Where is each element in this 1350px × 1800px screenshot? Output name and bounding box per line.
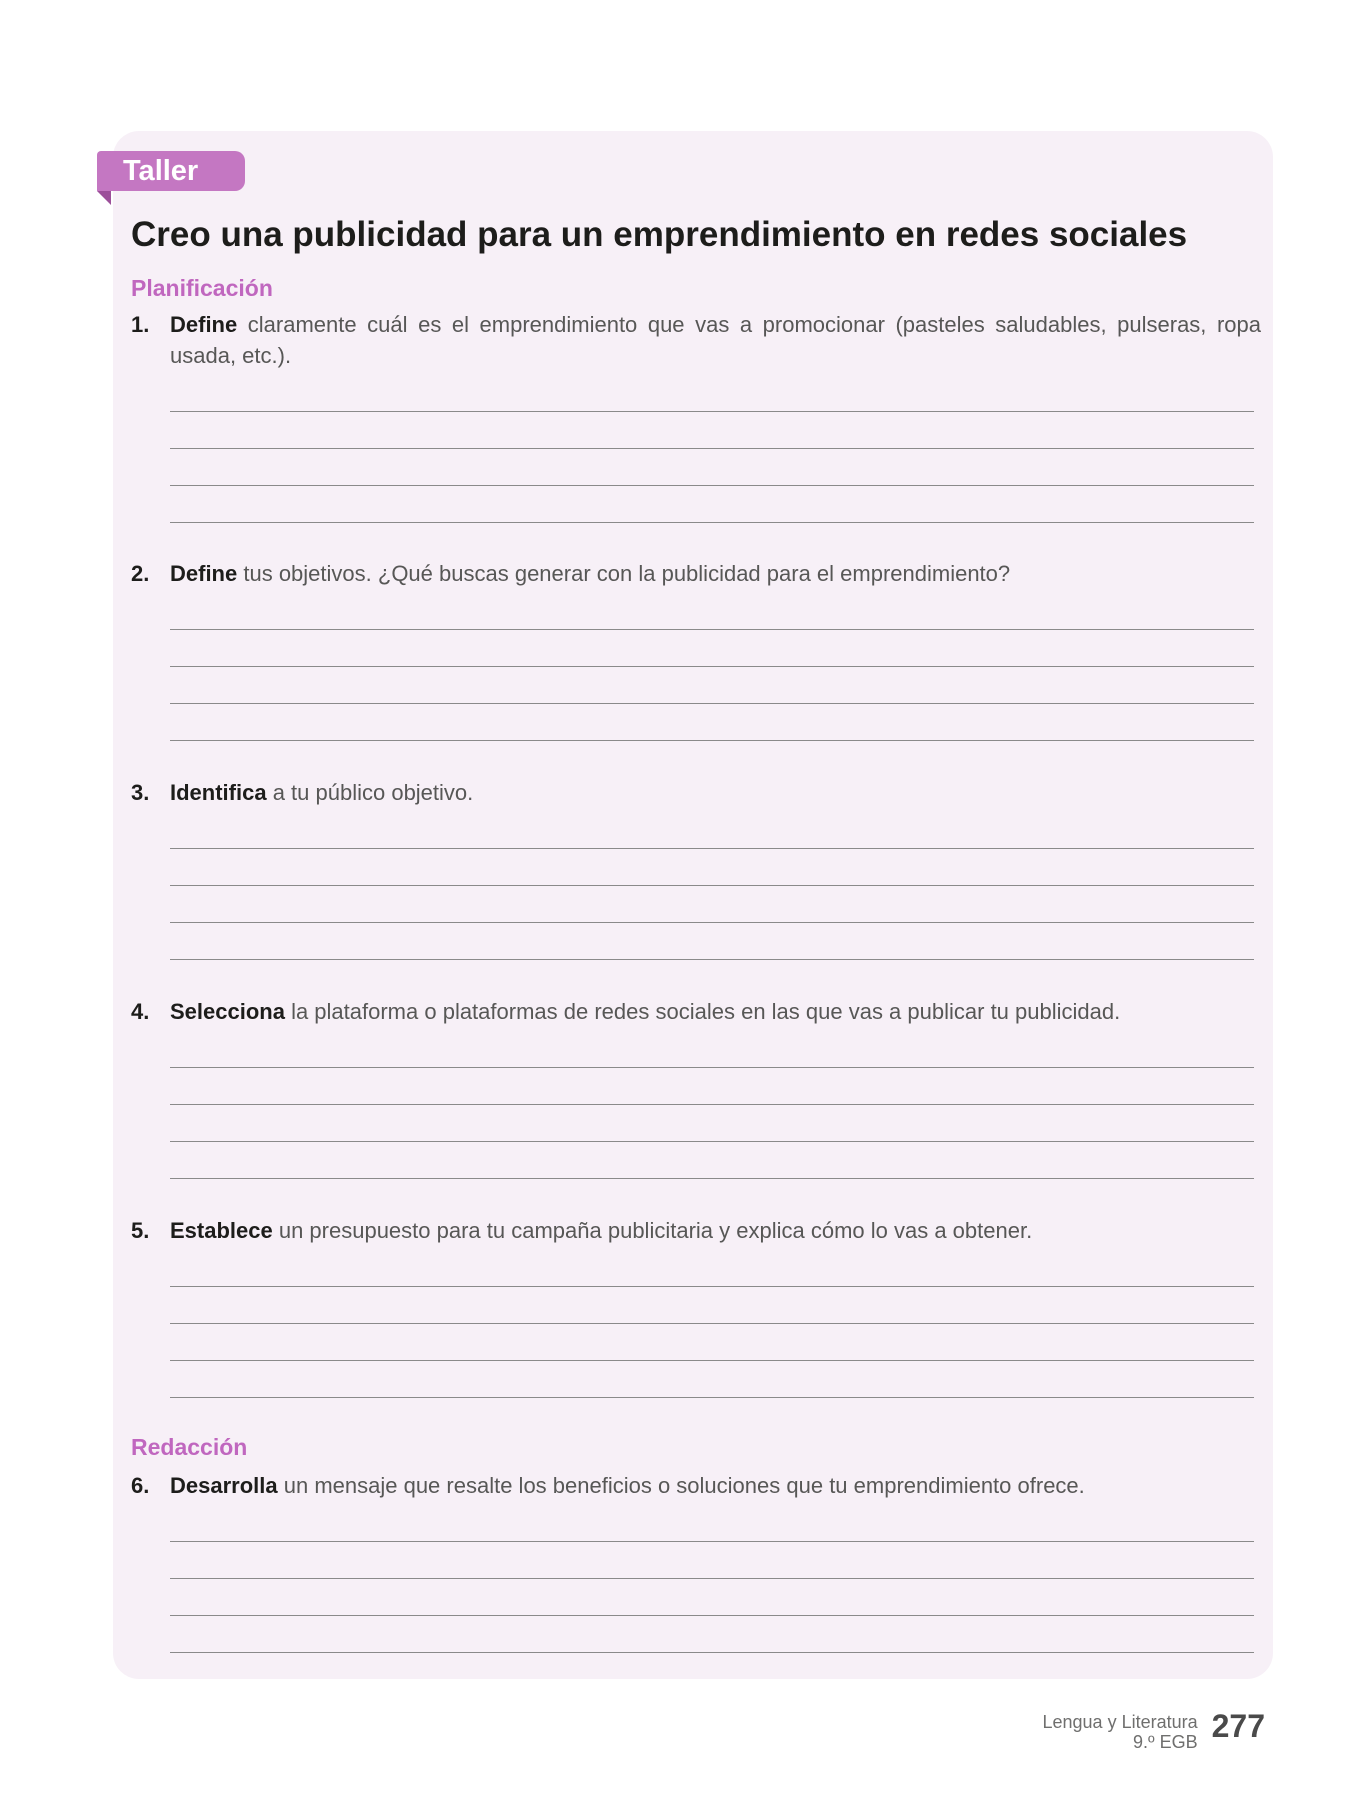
answer-line[interactable] [170,704,1254,741]
footer-subject: Lengua y Literatura [1042,1712,1198,1732]
question-3-text [131,777,1261,808]
answer-line[interactable] [170,1105,1254,1142]
question-4 [131,996,1261,1179]
question-number: 6. [131,1473,150,1498]
question-prompt: la plataforma o plataformas de redes sociales en las que vas a publicar tu publicidad. [284,999,1121,1024]
question-5 [131,1215,1261,1398]
question-1 [131,309,1261,523]
answer-line[interactable] [170,1287,1254,1324]
question-6-text [131,1470,1261,1501]
question-2-text [131,558,1261,589]
answer-line[interactable] [170,1142,1254,1179]
question-verb: Desarrolla [170,1473,278,1498]
answer-line[interactable] [170,812,1254,849]
section-heading-planning: Planificación [131,275,273,301]
question-2 [131,558,1261,741]
answer-line[interactable] [170,412,1254,449]
answer-line[interactable] [170,1324,1254,1361]
answer-line[interactable] [170,1579,1254,1616]
question-1-text [131,309,1261,371]
question-prompt: un mensaje que resalte los beneficios o soluciones que tu emprendimiento ofrece. [277,1473,1085,1498]
answer-line[interactable] [170,1068,1254,1105]
question-verb: Identifica [170,780,267,805]
answer-lines[interactable] [170,593,1254,741]
answer-line[interactable] [170,1361,1254,1398]
answer-lines[interactable] [170,1250,1254,1398]
question-verb: Establece [170,1218,273,1243]
answer-line[interactable] [170,667,1254,704]
question-number: 5. [131,1218,150,1243]
question-3 [131,777,1261,960]
answer-line[interactable] [170,1031,1254,1068]
question-number: 1. [131,312,150,337]
question-prompt: claramente cuál es el emprendimiento que vas a promocionar (pasteles saludables, pulseras, ropa usada, etc.). [170,312,1261,368]
question-5-text [131,1215,1261,1246]
footer-grade: 9.º EGB [1133,1732,1198,1752]
answer-line[interactable] [170,886,1254,923]
answer-line[interactable] [170,1250,1254,1287]
question-number: 4. [131,999,150,1024]
answer-line[interactable] [170,593,1254,630]
answer-line[interactable] [170,1505,1254,1542]
question-prompt: un presupuesto para tu campaña publicitaria y explica cómo lo vas a obtener. [272,1218,1033,1243]
answer-lines[interactable] [170,375,1254,523]
answer-line[interactable] [170,1542,1254,1579]
workshop-tag: Taller [97,151,245,191]
question-prompt: a tu público objetivo. [266,780,474,805]
question-6 [131,1470,1261,1653]
page-number: 277 [1211,1708,1265,1744]
answer-lines[interactable] [170,1505,1254,1653]
answer-lines[interactable] [170,812,1254,960]
answer-lines[interactable] [170,1031,1254,1179]
question-verb: Define [170,312,238,337]
section-heading-writing: Redacción [131,1434,248,1460]
question-verb: Selecciona [170,999,285,1024]
question-verb: Define [170,561,238,586]
question-4-text [131,996,1261,1027]
answer-line[interactable] [170,449,1254,486]
answer-line[interactable] [170,486,1254,523]
tag-fold-decoration [97,191,111,205]
page-title: Creo una publicidad para un emprendimiento en redes sociales [131,215,1188,254]
page-footer [1043,1705,1266,1765]
question-number: 2. [131,561,150,586]
answer-line[interactable] [170,923,1254,960]
answer-line[interactable] [170,849,1254,886]
answer-line[interactable] [170,630,1254,667]
footer-text [1043,1712,1198,1752]
question-prompt: tus objetivos. ¿Qué buscas generar con la publicidad para el emprendimiento? [237,561,1011,586]
answer-line[interactable] [170,1616,1254,1653]
question-number: 3. [131,780,150,805]
answer-line[interactable] [170,375,1254,412]
